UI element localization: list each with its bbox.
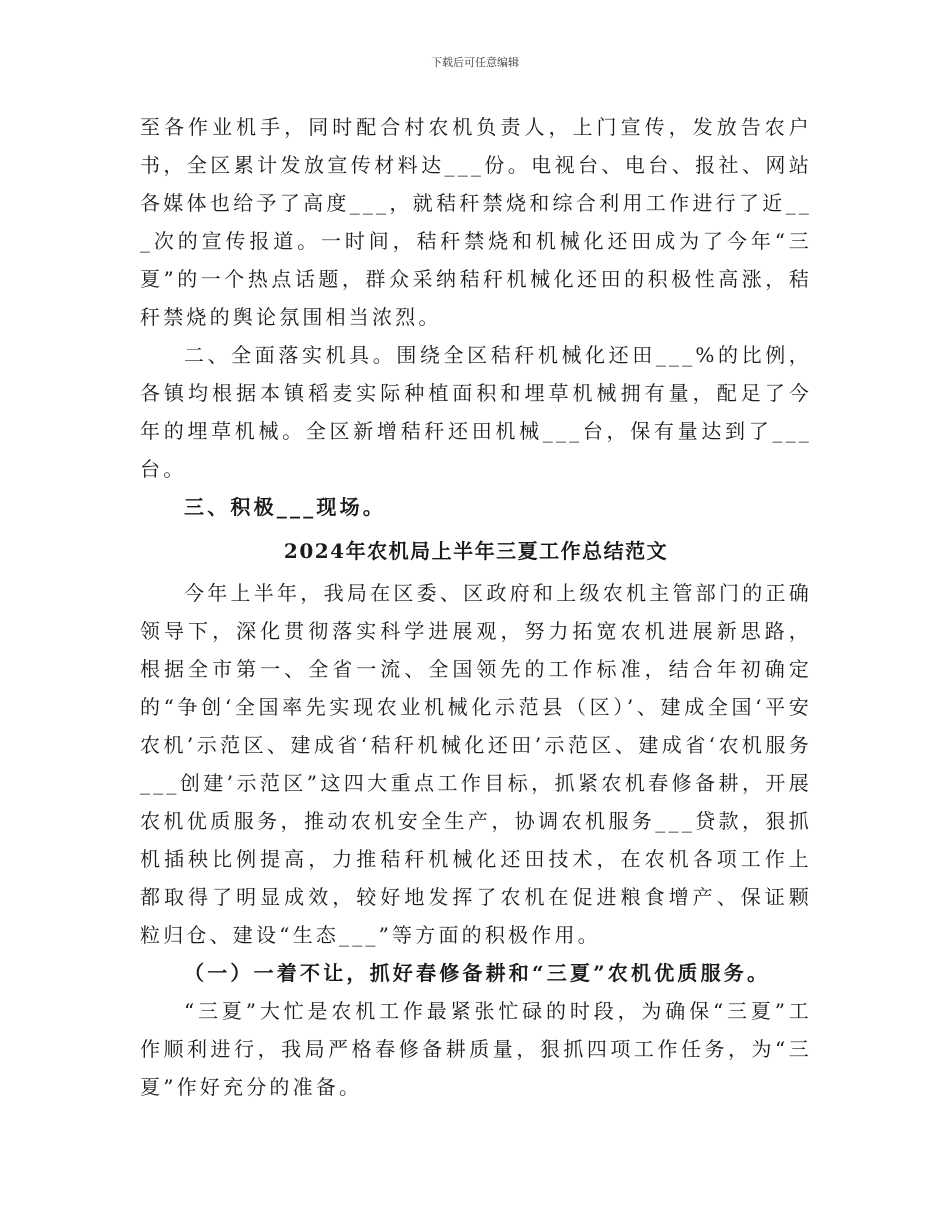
paragraph-sanxia: “三夏”大忙是农机工作最紧张忙碌的时段，为确保“三夏”工作顺利进行，我局严格春修备耕质量，狠抓四项工作任务，为“三夏”作好充分的准备。 xyxy=(140,999,812,1099)
paragraph-summary: 今年上半年，我局在区委、区政府和上级农机主管部门的正确领导下，深化贯彻落实科学进展观，努力拓宽农机进展新思路，根据全市第一、全省一流、全国领先的工作标准，结合年初确定的“争创‘全国率先实现农业机械化示范县（区）’、建成全国‘平安农机’示范区、建成省‘秸秆机械化还田’示范区、建成省‘农机服务___创建’示范区”这四大重点工作目标，抓紧农机春修备耕，开展农机优质服务，推动农机安全生产，协调农机服务___贷款，狠抓机插秧比例提高，力推秸秆机械化还田技术，在农机各项工作上都取得了明显成效，较好地发挥了农机在促进粮食增产、保证颗粒归仓、建设“生态___”等方面的积极作用。 xyxy=(140,581,812,947)
document-body xyxy=(140,108,812,1106)
document-title: 2024年农机局上半年三夏工作总结范文 xyxy=(283,539,669,563)
paragraph-machinery: 二、全面落实机具。围绕全区秸秆机械化还田___%的比例，各镇均根据本镇稻麦实际种植面积和埋草机械拥有量，配足了今年的埋草机械。全区新增秸秆还田机械___台，保有量达到了___台。 xyxy=(140,343,812,481)
subsection-heading-1: （一）一着不让，抓好春修备耕和“三夏”农机优质服务。 xyxy=(184,961,771,985)
section-heading-3: 三、积极___现场。 xyxy=(184,495,386,519)
paragraph-publicity: 至各作业机手，同时配合村农机负责人，上门宣传，发放告农户书，全区累计发放宣传材料达___份。电视台、电台、报社、网站各媒体也给予了高度___，就秸秆禁烧和综合利用工作进行了近___次的宣传报道。一时间，秸秆禁烧和机械化还田成为了今年“三夏”的一个热点话题，群众采纳秸秆机械化还田的积极性高涨，秸秆禁烧的舆论氛围相当浓烈。 xyxy=(140,115,812,329)
header-note: 下载后可任意编辑 xyxy=(431,56,519,69)
